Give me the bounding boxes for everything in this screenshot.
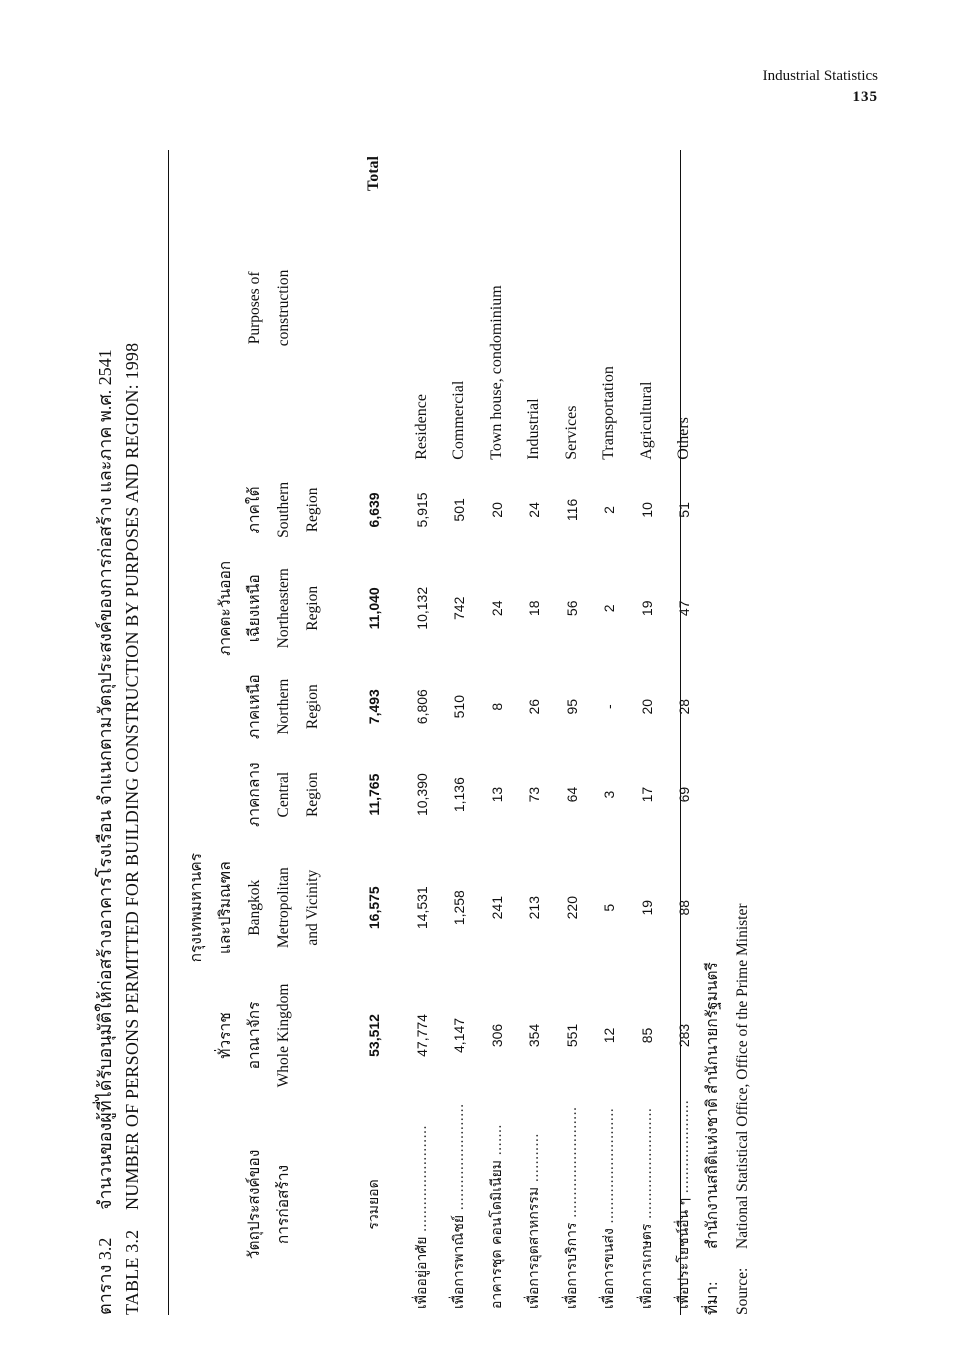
cell-northern: 26 [526, 698, 543, 715]
header-northeastern: ภาคตะวันออก เฉียงเหนือ Northeastern Region [217, 560, 321, 656]
header-southern: ภาคใต้ Southern Region [246, 481, 321, 538]
table-number-thai: ตาราง 3.2 [95, 1237, 115, 1315]
header-row [182, 150, 327, 1315]
header-purpose-thai: วัตถุประสงค์ของ การก่อสร้าง [246, 1149, 292, 1260]
row-label-english: Industrial [525, 398, 543, 460]
cell-whole-kingdom: 283 [676, 1023, 693, 1048]
row-label-english: Commercial [450, 380, 468, 460]
cell-bangkok: 241 [488, 896, 505, 920]
source-note [698, 903, 758, 1315]
cell-bangkok: 14,531 [413, 886, 430, 930]
cell-southern: 501 [451, 498, 468, 522]
cell-northern: - [601, 704, 618, 710]
row-label-thai: เพื่อการขนส่ง .......................... [601, 1108, 618, 1309]
row-label-thai: อาคารชุด คอนโดมิเนียม ....... [488, 1124, 505, 1309]
data-table [182, 150, 703, 1315]
cell-southern: 51 [676, 502, 693, 518]
row-label-english: Transportation [600, 366, 618, 460]
rotated-table-block [90, 150, 860, 1315]
table-title-english-text: NUMBER OF PERSONS PERMITTED FOR BUILDING CONSTRUCTION BY PURPOSES AND REGION: 1998 [122, 342, 142, 1210]
cell-whole-kingdom: 306 [488, 1023, 505, 1048]
cell-bangkok: 1,258 [451, 890, 468, 926]
total-northeastern: 11,040 [366, 587, 382, 630]
total-bangkok: 16,575 [366, 886, 382, 930]
table-row [516, 150, 554, 1315]
cell-northeastern: 19 [638, 600, 655, 617]
cell-northeastern: 742 [451, 596, 468, 620]
total-label-thai: รวมยอด [366, 1179, 382, 1230]
header-bangkok: กรุงเทพมหานคร และปริมณฑล Bangkok Metropolitan and Vicinity [188, 852, 321, 963]
row-label-english: Town house, condominium [487, 285, 505, 460]
cell-central: 3 [601, 790, 618, 799]
cell-southern: 2 [601, 506, 618, 514]
cell-northern: 95 [563, 698, 580, 715]
row-label-english: Others [675, 417, 693, 460]
cell-whole-kingdom: 354 [526, 1023, 543, 1048]
cell-northern: 20 [638, 698, 655, 715]
cell-southern: 10 [638, 502, 655, 518]
cell-bangkok: 220 [563, 896, 580, 920]
total-central: 11,765 [366, 773, 382, 816]
table-row [628, 150, 666, 1315]
cell-southern: 24 [526, 502, 543, 518]
total-northern: 7,493 [366, 689, 382, 725]
row-label-thai: เพื่อการเกษตร ......................... [638, 1107, 655, 1309]
table-title-thai-text: จำนวนของผู้ที่ได้รับอนุมัติให้ก่อสร้างอาคารโรงเรือน จำแนกตามวัตถุประสงค์ของการก่อสร้าง และภาค พ.ศ. 2541 [95, 349, 115, 1210]
row-label-thai: เพื่ออยู่อาศัย ........................ [413, 1125, 430, 1309]
cell-northern: 6,806 [413, 689, 430, 725]
header-whole-kingdom: ทั่วราชอาณาจักร Whole Kingdom [217, 983, 292, 1088]
cell-northeastern: 2 [601, 604, 618, 613]
row-label-english: Agricultural [637, 381, 655, 460]
table-title-thai [90, 349, 119, 1315]
source-english: Source:National Statistical Office, Office of the Prime Minister [734, 903, 751, 1315]
header-purpose-english: Purposes of construction [246, 269, 292, 347]
cell-central: 10,390 [413, 773, 430, 817]
cell-northern: 510 [451, 695, 468, 719]
cell-central: 13 [488, 786, 505, 803]
table-row [403, 150, 441, 1315]
running-title: Industrial Statistics [762, 68, 878, 84]
cell-southern: 116 [563, 498, 580, 522]
table-row [441, 150, 479, 1315]
table-row [553, 150, 591, 1315]
cell-bangkok: 213 [526, 896, 543, 920]
cell-central: 69 [676, 786, 693, 803]
page-number: 135 [852, 89, 878, 105]
cell-northern: 28 [676, 698, 693, 715]
header-central: ภาคกลาง Central Region [246, 762, 321, 827]
table-title-english [122, 343, 143, 1315]
cell-northeastern: 47 [676, 600, 693, 617]
cell-northeastern: 18 [526, 600, 543, 617]
cell-northeastern: 10,132 [413, 586, 430, 630]
cell-northeastern: 56 [563, 600, 580, 617]
top-rule [168, 150, 169, 1315]
row-label-thai: เพื่อการอุตสาหกรรม ........... [526, 1133, 543, 1309]
cell-bangkok: 5 [601, 903, 618, 912]
table-row [591, 150, 629, 1315]
cell-whole-kingdom: 4,147 [451, 1017, 468, 1053]
cell-central: 17 [638, 786, 655, 803]
row-label-thai: เพื่อการบริการ ......................... [563, 1106, 580, 1309]
cell-central: 64 [563, 786, 580, 803]
cell-northeastern: 24 [488, 600, 505, 617]
cell-southern: 20 [488, 502, 505, 518]
row-label-english: Residence [412, 394, 430, 460]
page-header [763, 66, 878, 108]
cell-whole-kingdom: 551 [563, 1023, 580, 1048]
total-label-english: Total [365, 156, 382, 191]
cell-central: 73 [526, 786, 543, 803]
total-whole-kingdom: 53,512 [366, 1014, 382, 1057]
row-label-thai: เพื่อการพาณิชย์ ........................ [451, 1103, 468, 1309]
cell-central: 1,136 [451, 777, 468, 813]
cell-southern: 5,915 [413, 492, 430, 528]
cell-bangkok: 88 [676, 899, 693, 916]
cell-northern: 8 [488, 702, 505, 711]
cell-whole-kingdom: 85 [638, 1027, 655, 1044]
row-label-thai: เพื่อประโยชน์อื่น ๆ ..................... [676, 1099, 693, 1309]
cell-bangkok: 19 [638, 899, 655, 916]
table-number-english: TABLE 3.2 [122, 1229, 142, 1315]
row-label-english: Services [562, 405, 580, 460]
bottom-rule [680, 150, 681, 1315]
cell-whole-kingdom: 12 [601, 1027, 618, 1044]
cell-whole-kingdom: 47,774 [413, 1014, 430, 1057]
source-thai: ที่มา:สำนักงานสถิติแห่งชาติ สำนักนายกรัฐมนตรี [704, 962, 721, 1315]
table-row [478, 150, 516, 1315]
total-southern: 6,639 [366, 492, 382, 528]
total-row [327, 150, 403, 1315]
header-northern: ภาคเหนือ Northern Region [246, 674, 321, 740]
